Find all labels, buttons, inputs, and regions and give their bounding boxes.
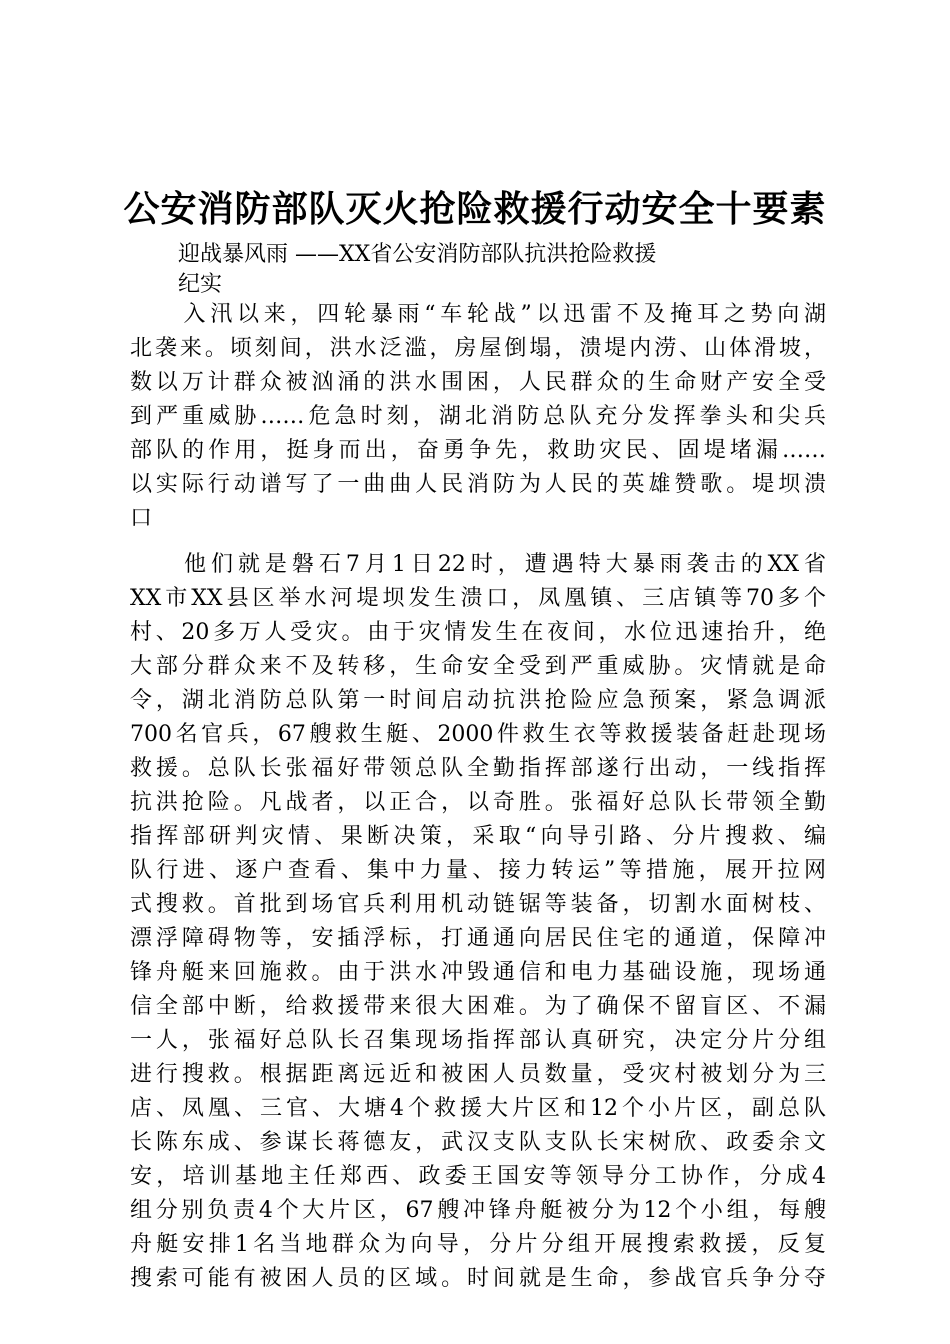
subtitle-line: 纪实 <box>178 272 223 297</box>
text-line: 一人，张福好总队长召集现场指挥部认真研究，决定分片分组 <box>130 1028 826 1053</box>
text-line: 到严重威胁……危急时刻，湖北消防总队充分发挥拳头和尖兵 <box>130 404 826 429</box>
text-line: 救援。总队长张福好带领总队全勤指挥部遂行出动，一线指挥 <box>130 756 826 781</box>
text-line: 以实际行动谱写了一曲曲人民消防为人民的英雄赞歌。堤坝溃 <box>130 472 826 497</box>
text-line: 舟艇安排1名当地群众为向导，分片分组开展搜索救援，反复 <box>130 1232 826 1257</box>
text-line: 漂浮障碍物等，安插浮标，打通通向居民住宅的通道，保障冲 <box>130 926 826 951</box>
text-line: 安，培训基地主任郑西、政委王国安等领导分工协作，分成4 <box>130 1164 826 1189</box>
text-line: 信全部中断，给救援带来很大困难。为了确保不留盲区、不漏 <box>130 994 826 1019</box>
text-line: 店、凤凰、三官、大塘4个救援大片区和12个小片区，副总队 <box>130 1096 826 1121</box>
document-subtitle <box>178 240 778 300</box>
text-line: 式搜救。首批到场官兵利用机动链锯等装备，切割水面树枝、 <box>130 892 826 917</box>
subtitle-line: 迎战暴风雨 ——XX省公安消防部队抗洪抢险救援 <box>178 242 657 267</box>
text-line: 700名官兵，67艘救生艇、2000件救生衣等救援装备赶赴现场 <box>130 722 826 747</box>
text-line: 长陈东成、参谋长蒋德友，武汉支队支队长宋树欣、政委余文 <box>130 1130 826 1155</box>
text-line: 锋舟艇来回施救。由于洪水冲毁通信和电力基础设施，现场通 <box>130 960 826 985</box>
text-line: 搜索可能有被困人员的区域。时间就是生命，参战官兵争分夺 <box>130 1266 826 1291</box>
text-line: 部队的作用，挺身而出，奋勇争先，救助灾民、固堤堵漏…… <box>130 438 826 463</box>
text-line: 数以万计群众被汹涌的洪水围困，人民群众的生命财产安全受 <box>130 370 826 395</box>
paragraph-1 <box>130 298 826 536</box>
document-title: 公安消防部队灭火抢险救援行动安全十要素 <box>123 188 827 230</box>
document-body <box>130 298 826 1296</box>
text-line: 抗洪抢险。凡战者，以正合，以奇胜。张福好总队长带领全勤 <box>130 790 826 815</box>
text-line: 大部分群众来不及转移，生命安全受到严重威胁。灾情就是命 <box>130 654 826 679</box>
text-line: XX市XX县区举水河堤坝发生溃口，凤凰镇、三店镇等70多个 <box>130 586 826 611</box>
text-line: 他们就是磐石7月1日22时，遭遇特大暴雨袭击的XX省 <box>130 552 826 577</box>
text-line: 村、20多万人受灾。由于灾情发生在夜间，水位迅速抬升，绝 <box>130 620 826 645</box>
text-line: 入汛以来，四轮暴雨“车轮战”以迅雷不及掩耳之势向湖 <box>130 302 826 327</box>
text-line: 进行搜救。根据距离远近和被困人员数量，受灾村被划分为三 <box>130 1062 826 1087</box>
text-line: 队行进、逐户查看、集中力量、接力转运”等措施，展开拉网 <box>130 858 826 883</box>
text-line: 北袭来。顷刻间，洪水泛滥，房屋倒塌，溃堤内涝、山体滑坡， <box>130 336 826 361</box>
paragraph-2 <box>130 548 826 1296</box>
text-line: 口 <box>130 506 153 531</box>
text-line: 组分别负责4个大片区，67艘冲锋舟艇被分为12个小组，每艘 <box>130 1198 826 1223</box>
text-line: 指挥部研判灾情、果断决策，采取“向导引路、分片搜救、编 <box>130 824 826 849</box>
text-line: 令，湖北消防总队第一时间启动抗洪抢险应急预案，紧急调派 <box>130 688 826 713</box>
